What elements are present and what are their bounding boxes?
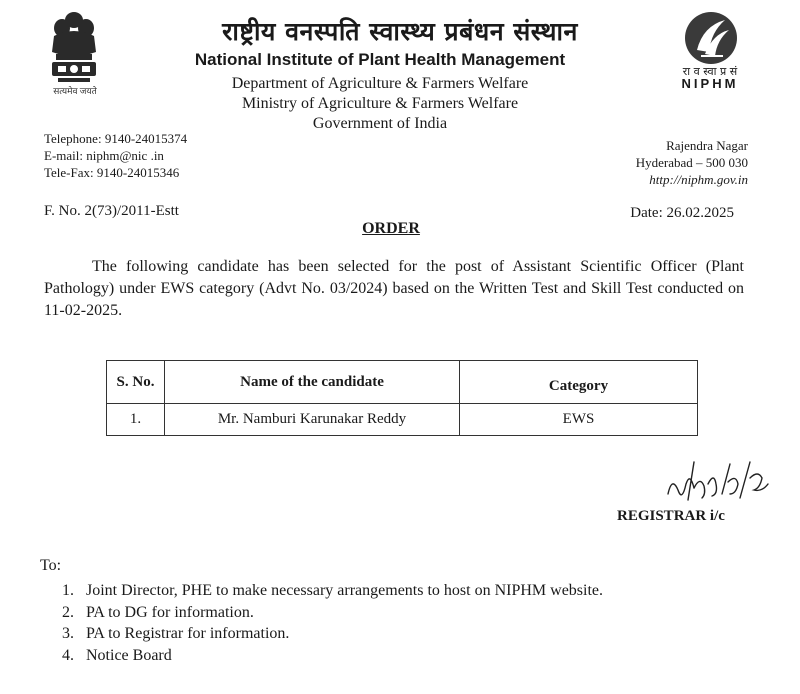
order-date: Date: 26.02.2025 (630, 205, 734, 221)
list-item (62, 602, 603, 624)
header-name: Name of the candidate (165, 361, 460, 404)
department-block (170, 74, 590, 134)
logo-hindi-abbrev: रा व स्वा प्र सं (682, 65, 738, 78)
niphm-logo-icon (681, 10, 741, 66)
item-number: 1. (62, 582, 74, 599)
list-item (62, 580, 603, 602)
to-label: To: (40, 557, 62, 574)
item-number: 4. (62, 646, 74, 664)
logo-abbrev: NIPHM (681, 76, 739, 91)
table-row (107, 404, 698, 436)
telefax: Tele-Fax: 9140-24015346 (44, 165, 180, 180)
item-number: 3. (62, 625, 74, 642)
contact-block (44, 130, 187, 181)
address-line2: Hyderabad – 500 030 (635, 155, 748, 170)
table-header-row (107, 361, 698, 404)
government-line: Government of India (312, 115, 448, 132)
candidate-table (106, 360, 698, 436)
email: E-mail: niphm@nic .in (44, 148, 164, 163)
institute-name-english: National Institute of Plant Health Management (194, 50, 566, 69)
item-text: PA to Registrar for information. (86, 625, 290, 642)
telephone: Telephone: 9140-24015374 (44, 131, 188, 146)
cell-sno: 1. (107, 404, 165, 436)
header-category: Category (460, 361, 698, 404)
national-emblem-icon (44, 8, 104, 96)
file-number: F. No. 2(73)/2011-Estt (44, 203, 179, 219)
list-item (62, 645, 603, 667)
address-block (636, 137, 748, 188)
website-link[interactable]: http://niphm.gov.in (649, 172, 748, 187)
department-line: Department of Agriculture & Farmers Welfare (231, 75, 529, 92)
item-text: Joint Director, PHE to make necessary arrangements to host on NIPHM website. (86, 582, 604, 599)
ministry-line: Ministry of Agriculture & Farmers Welfare (241, 95, 519, 112)
order-body: The following candidate has been selected for the post of Assistant Scientific Officer (Plant Pathology) under EWS category (Advt No. 03/2024) based on the Written Test and Skill Test conducted on 11-02-2025. (44, 258, 744, 319)
distribution-list (62, 580, 603, 666)
order-title: ORDER (362, 220, 420, 237)
emblem-caption: सत्यमेव जयते (53, 86, 97, 96)
cell-category: EWS (460, 404, 698, 436)
cell-name: Mr. Namburi Karunakar Reddy (165, 404, 460, 436)
item-text: Notice Board (86, 646, 172, 664)
item-text: PA to DG for information. (86, 603, 254, 621)
registrar-designation: REGISTRAR i/c (617, 508, 725, 524)
header-sno: S. No. (107, 361, 165, 404)
item-number: 2. (62, 603, 74, 621)
institute-name-hindi: राष्ट्रीय वनस्पति स्वास्थ्य प्रबंधन संस्थान (222, 17, 578, 46)
address-line1: Rajendra Nagar (666, 138, 748, 153)
list-item (62, 623, 603, 645)
